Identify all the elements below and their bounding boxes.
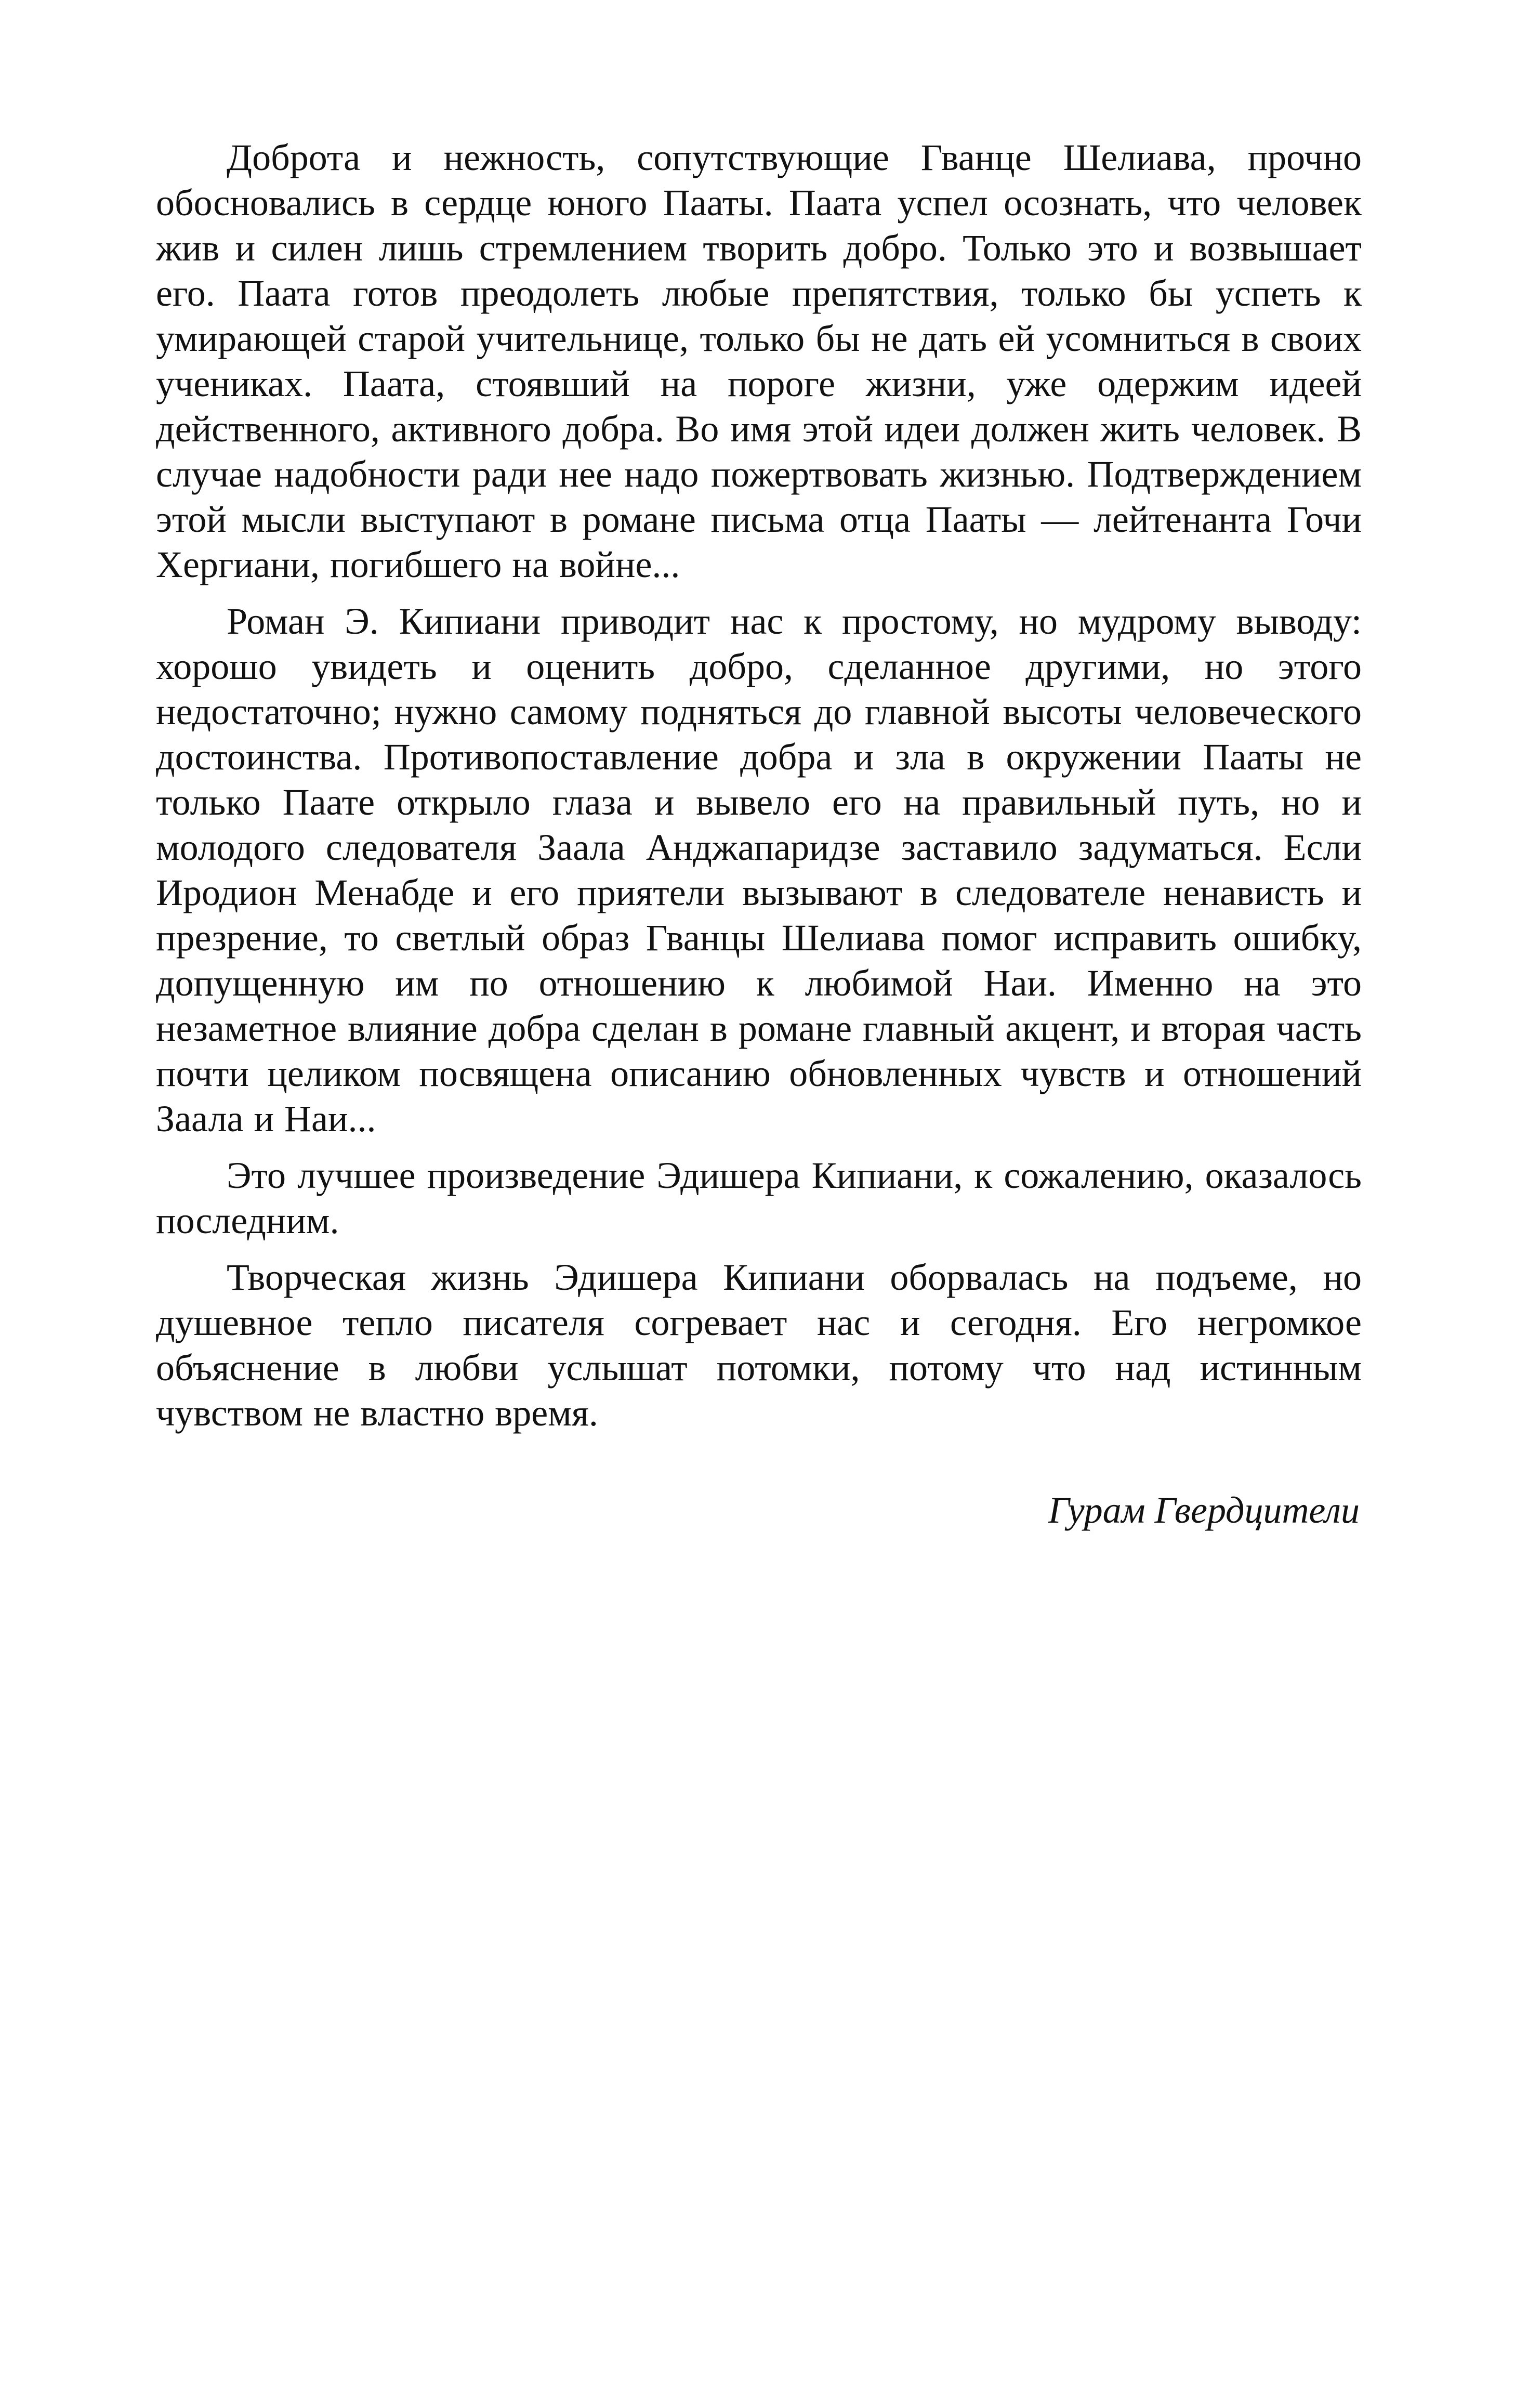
document-page: [156, 135, 1362, 2319]
paragraph-3: Это лучшее произведение Эдишера Кипиани, к сожалению, оказалось последним.: [156, 1155, 1362, 1241]
paragraph-4: Творческая жизнь Эдишера Кипиани оборвалась на подъеме, но душевное тепло писателя согревает нас и сегодня. Его негромкое объяснение в любви услышат потомки, потому что над истинным чувством не властно время.: [156, 1257, 1362, 1434]
author-signature: Гурам Гвердцители: [1048, 1489, 1360, 1531]
paragraph-2: Роман Э. Кипиани приводит нас к простому, но мудрому выводу: хорошо увидеть и оценить добро, сделанное другими, но этого недостаточно; нужно самому подняться до главной высоты человеческого достоинства. Противопоставление добра и зла в окружении Пааты не только Паате открыло глаза и вывело его на правильный путь, но и молодого следователя Заала Анджапаридзе заставило задуматься. Если Иродион Менабде и его приятели вызывают в следователе ненависть и презрение, то светлый образ Гванцы Шелиава помог исправить ошибку, допущенную им по отношению к любимой Наи. Именно на это незаметное влияние добра сделан в романе главный акцент, и вторая часть почти целиком посвящена описанию обновленных чувств и отношений Заала и Наи...: [156, 600, 1362, 1140]
paragraph-1: Доброта и нежность, сопутствующие Гванце Шелиава, прочно обосновались в сердце юного Пааты. Паата успел осознать, что человек жив и силен лишь стремлением творить добро. Только это и возвышает его. Паата готов преодолеть любые препятствия, только бы успеть к умирающей старой учительнице, только бы не дать ей усомниться в своих учениках. Паата, стоявший на пороге жизни, уже одержим идеей действенного, активного добра. Во имя этой идеи должен жить человек. В случае надобности ради нее надо пожертвовать жизнью. Подтверждением этой мысли выступают в романе письма отца Пааты — лейтенанта Гочи Хергиани, погибшего на войне...: [156, 137, 1362, 585]
document-body: [156, 135, 1362, 1436]
